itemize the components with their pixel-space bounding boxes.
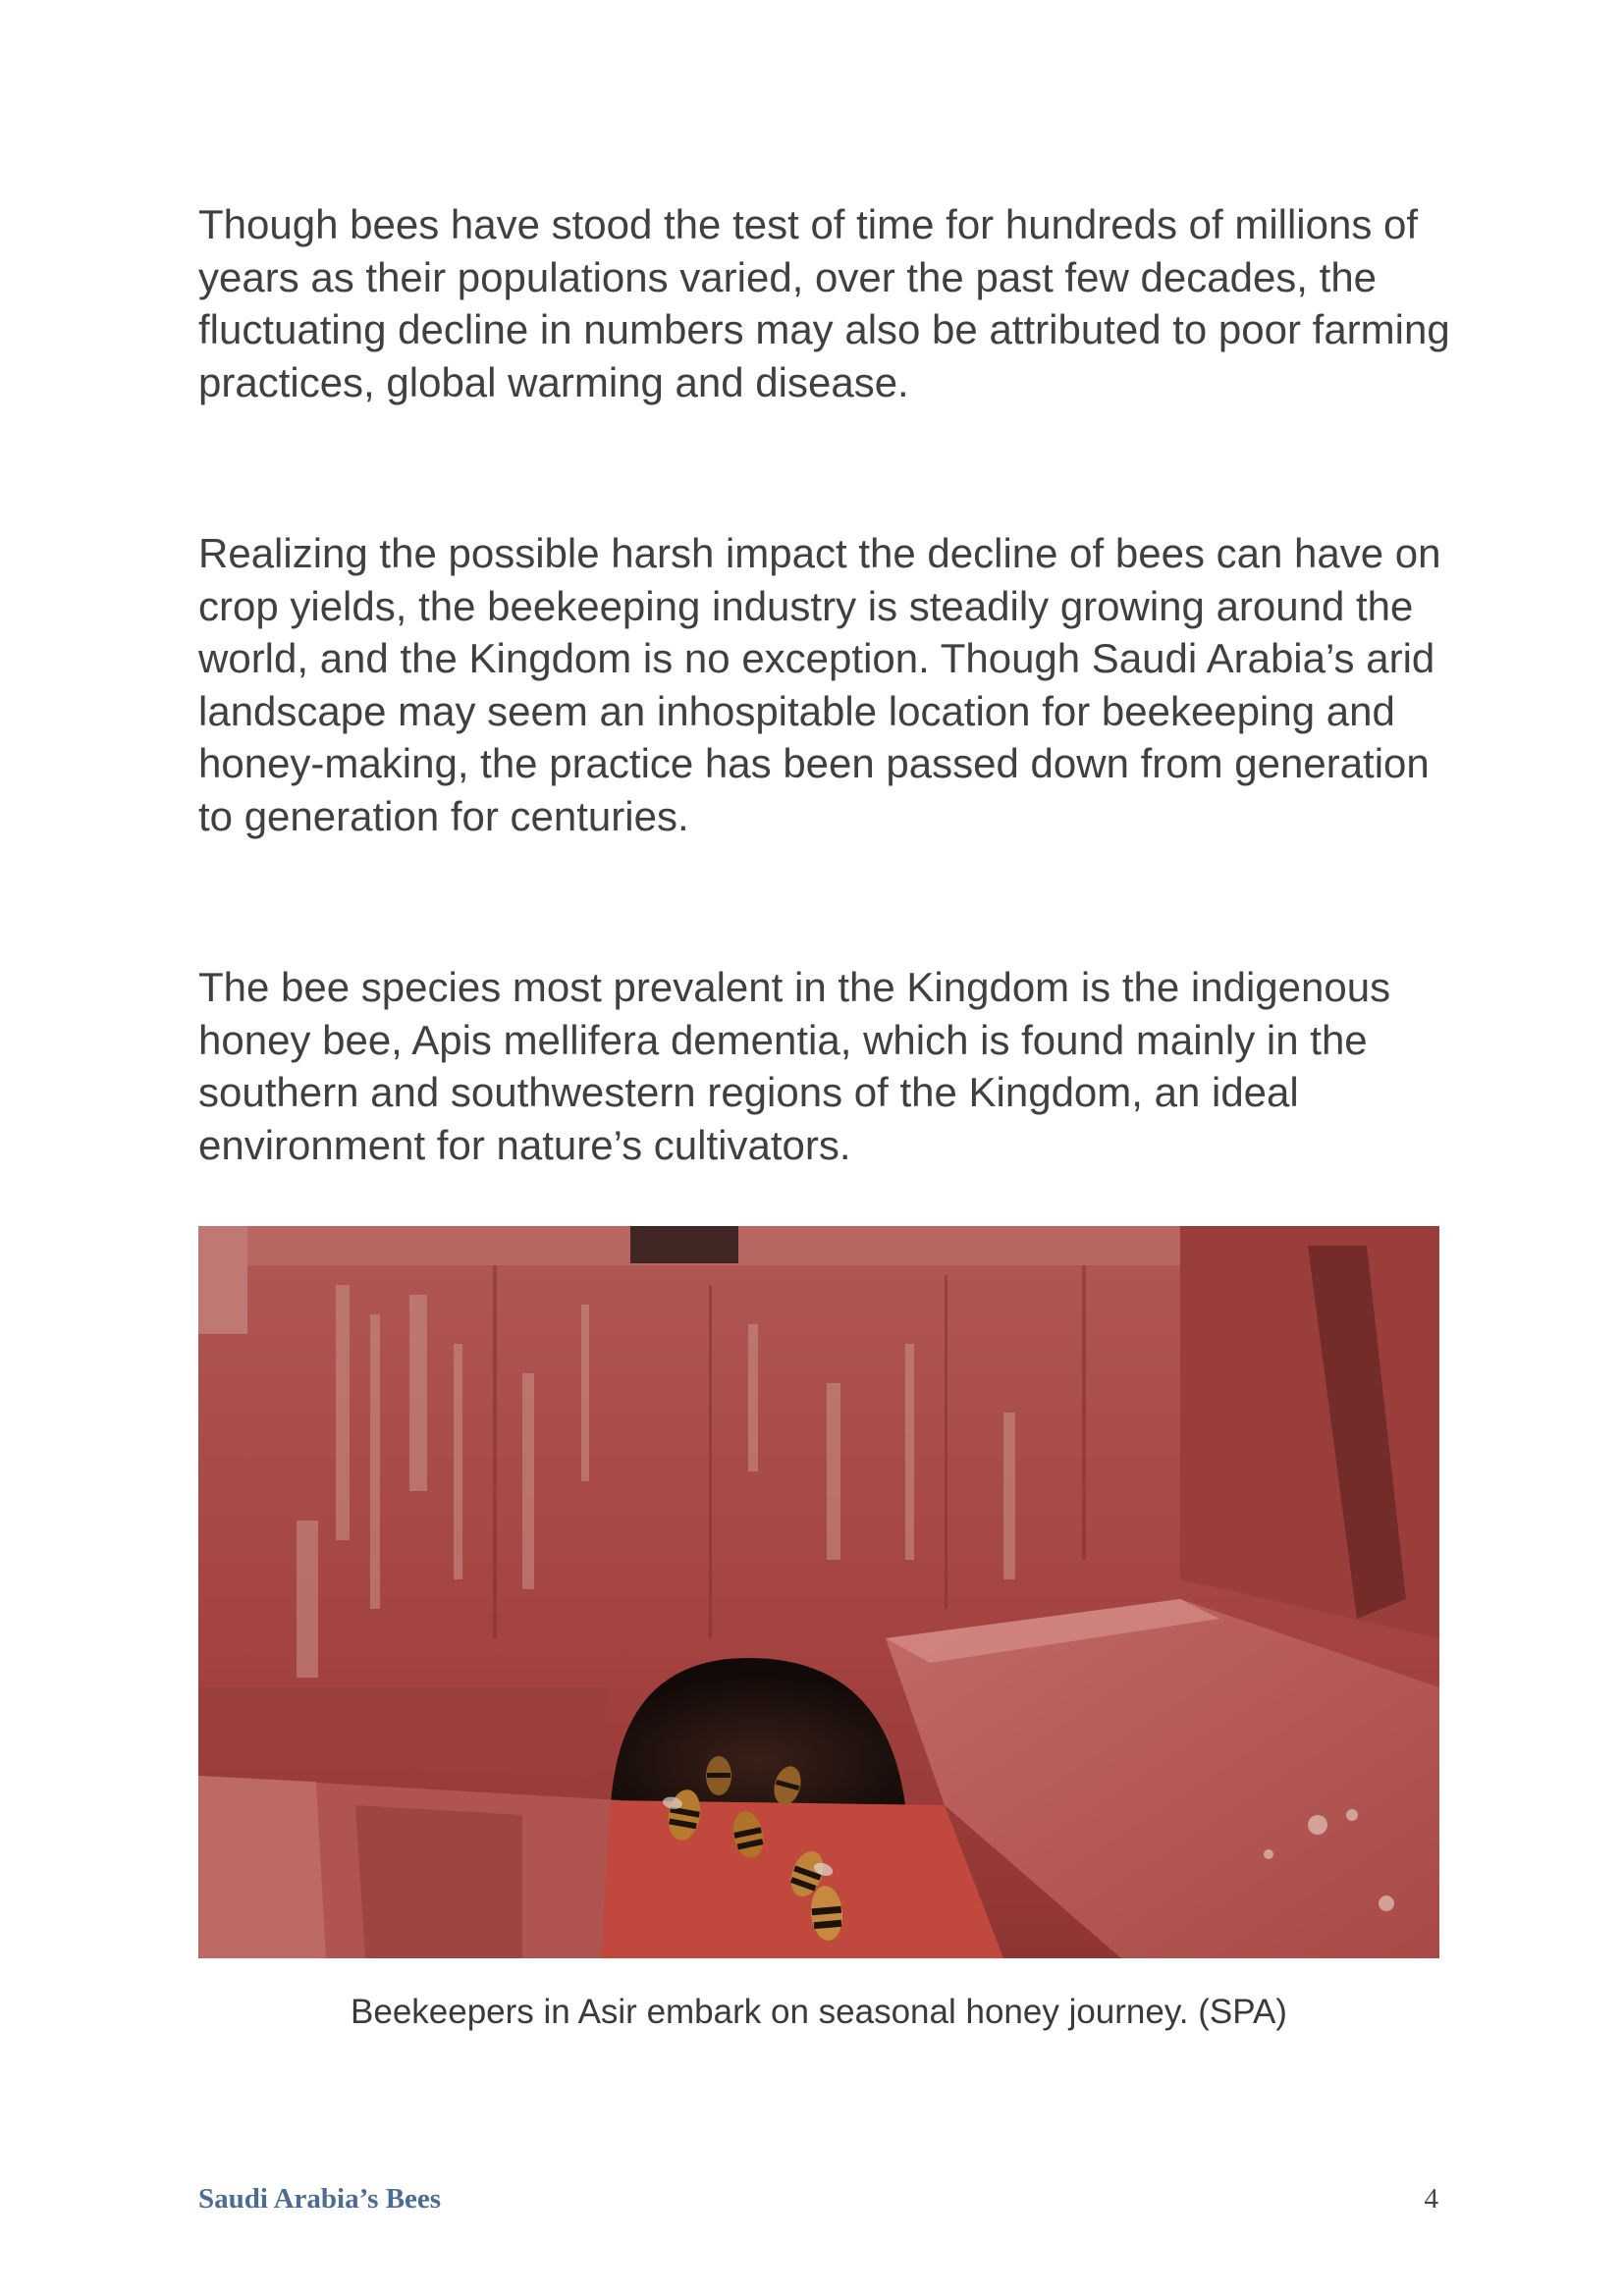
page-number: 4	[1424, 2183, 1438, 2215]
footer-title: Saudi Arabia’s Bees	[198, 2183, 442, 2215]
paragraph-3: The bee species most prevalent in the Kingdom is the indigenous honey bee, Apis mellifera dementia, which is found mainly in the southern and southwestern regions of the Kingdom, an ideal environment for nature’s cultivators.	[198, 964, 1391, 1168]
beehive-photo	[198, 1226, 1439, 1958]
paragraph-1: Though bees have stood the test of time for hundreds of millions of years as their populations varied, over the past few decades, the fluctuating decline in numbers may also be attributed to poor farming practices, global warming and disease.	[198, 201, 1450, 405]
photo-caption: Beekeepers in Asir embark on seasonal honey journey. (SPA)	[351, 1993, 1287, 2031]
paragraph-2: Realizing the possible harsh impact the decline of bees can have on crop yields, the beekeeping industry is steadily growing around the world, and the Kingdom is no exception. Though Saudi Arabia’s arid landscape may seem an inhospitable location for beekeeping and honey-making, the practice has been passed down from generation to generation for centuries.	[198, 530, 1441, 839]
